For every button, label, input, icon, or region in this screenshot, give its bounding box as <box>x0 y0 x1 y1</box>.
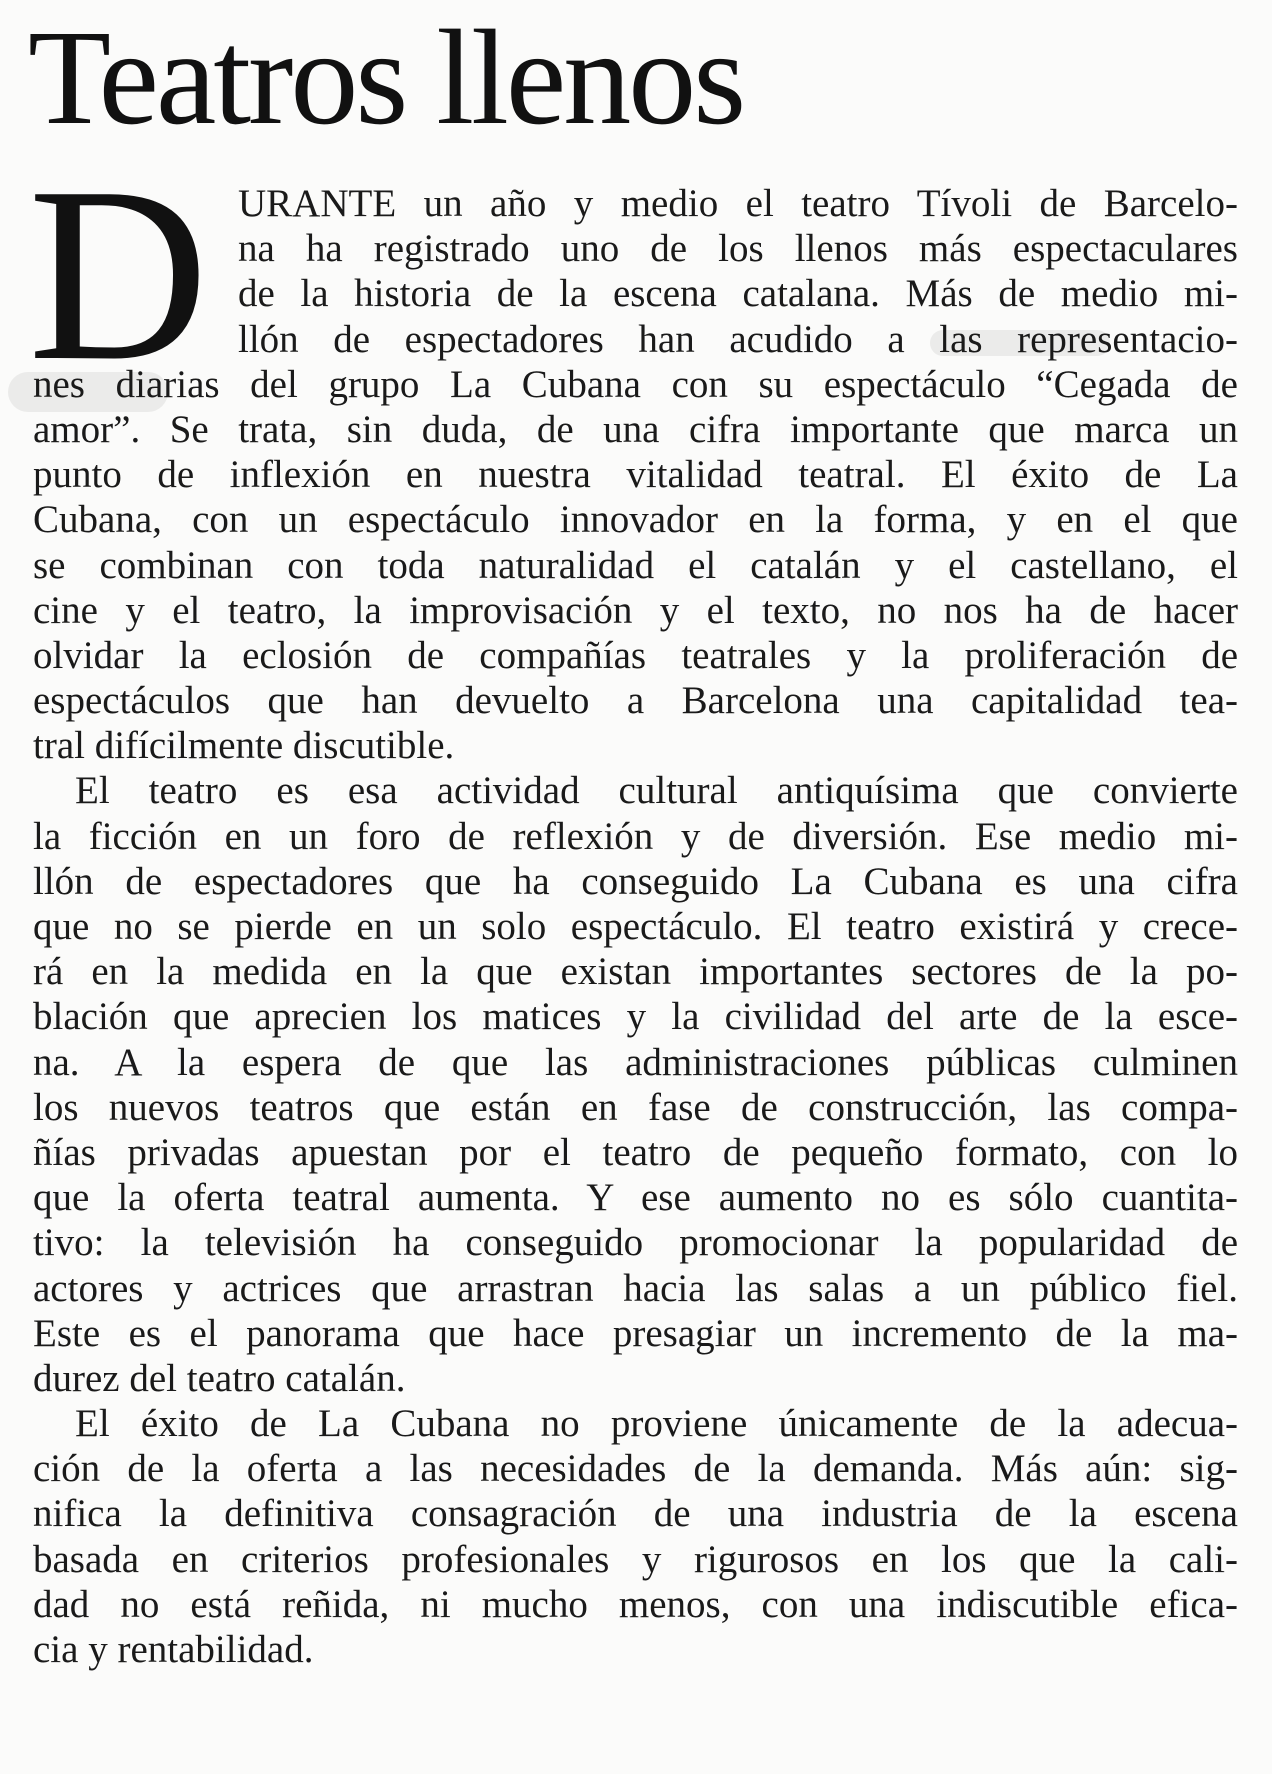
text-line: olvidar la eclosión de compañías teatrales y la proliferación de <box>33 633 1238 677</box>
text-line: punto de inflexión en nuestra vitalidad teatral. El éxito de La <box>33 453 1238 497</box>
text-line: na. A la espera de que las administraciones públicas culminen <box>33 1040 1238 1084</box>
article-title: Teatros llenos <box>28 3 744 153</box>
text-line: ción de la oferta a las necesidades de la demanda. Más aún: sig- <box>33 1447 1238 1491</box>
text-line: URANTE un año y medio el teatro Tívoli de Barcelo- <box>238 182 1238 225</box>
text-line: rá en la medida en la que existan importantes sectores de la po- <box>33 950 1238 994</box>
drop-cap: D <box>28 136 209 413</box>
paragraph-3 <box>33 1401 1238 1672</box>
text-line: cia y rentabilidad. <box>33 1628 314 1671</box>
text-line: El teatro es esa actividad cultural antiquísima que convierte <box>75 769 1238 813</box>
text-line: llón de espectadores han acudido a las representacio- <box>238 317 1238 361</box>
text-line: tivo: la televisión ha conseguido promocionar la popularidad de <box>33 1221 1238 1265</box>
text-line: durez del teatro catalán. <box>33 1356 406 1400</box>
text-line: blación que aprecien los matices y la civilidad del arte de la esce- <box>33 995 1238 1039</box>
text-line: ñías privadas apuestan por el teatro de pequeño formato, con lo <box>33 1130 1238 1174</box>
text-line: nes diarias del grupo La Cubana con su espectáculo “Cegada de <box>33 362 1238 406</box>
text-line: amor”. Se trata, sin duda, de una cifra importante que marca un <box>33 407 1238 451</box>
text-line: Cubana, con un espectáculo innovador en la forma, y en el que <box>33 498 1238 542</box>
text-line: que no se pierde en un solo espectáculo. El teatro existirá y crece- <box>33 905 1238 948</box>
text-line: se combinan con toda naturalidad el catalán y el castellano, el <box>33 543 1238 587</box>
text-line: basada en criterios profesionales y rigurosos en los que la cali- <box>33 1537 1238 1581</box>
text-line: llón de espectadores que ha conseguido La Cubana es una cifra <box>33 859 1238 903</box>
article-body <box>33 181 1238 1672</box>
text-line: la ficción en un foro de reflexión y de diversión. Ese medio mi- <box>33 814 1238 858</box>
paragraph-2 <box>33 768 1238 1401</box>
text-line: tral difícilmente discutible. <box>33 724 455 768</box>
text-line: de la historia de la escena catalana. Más de medio mi- <box>238 272 1238 316</box>
text-line: espectáculos que han devuelto a Barcelona una capitalidad tea- <box>33 679 1238 723</box>
text-line: Este es el panorama que hace presagiar un incremento de la ma- <box>33 1311 1238 1355</box>
paragraph-1 <box>33 181 1238 768</box>
text-line: na ha registrado uno de los llenos más espectaculares <box>238 227 1238 271</box>
text-line: actores y actrices que arrastran hacia las salas a un público fiel. <box>33 1266 1238 1310</box>
text-line: nifica la definitiva consagración de una industria de la escena <box>33 1492 1238 1536</box>
text-line: dad no está reñida, ni mucho menos, con una indiscutible efica- <box>33 1582 1238 1626</box>
text-line: que la oferta teatral aumenta. Y ese aumento no es sólo cuantita- <box>33 1176 1238 1220</box>
text-line: cine y el teatro, la improvisación y el texto, no nos ha de hacer <box>33 588 1238 632</box>
text-line: El éxito de La Cubana no proviene únicamente de la adecua- <box>75 1402 1238 1446</box>
text-line: los nuevos teatros que están en fase de construcción, las compa- <box>33 1085 1238 1129</box>
